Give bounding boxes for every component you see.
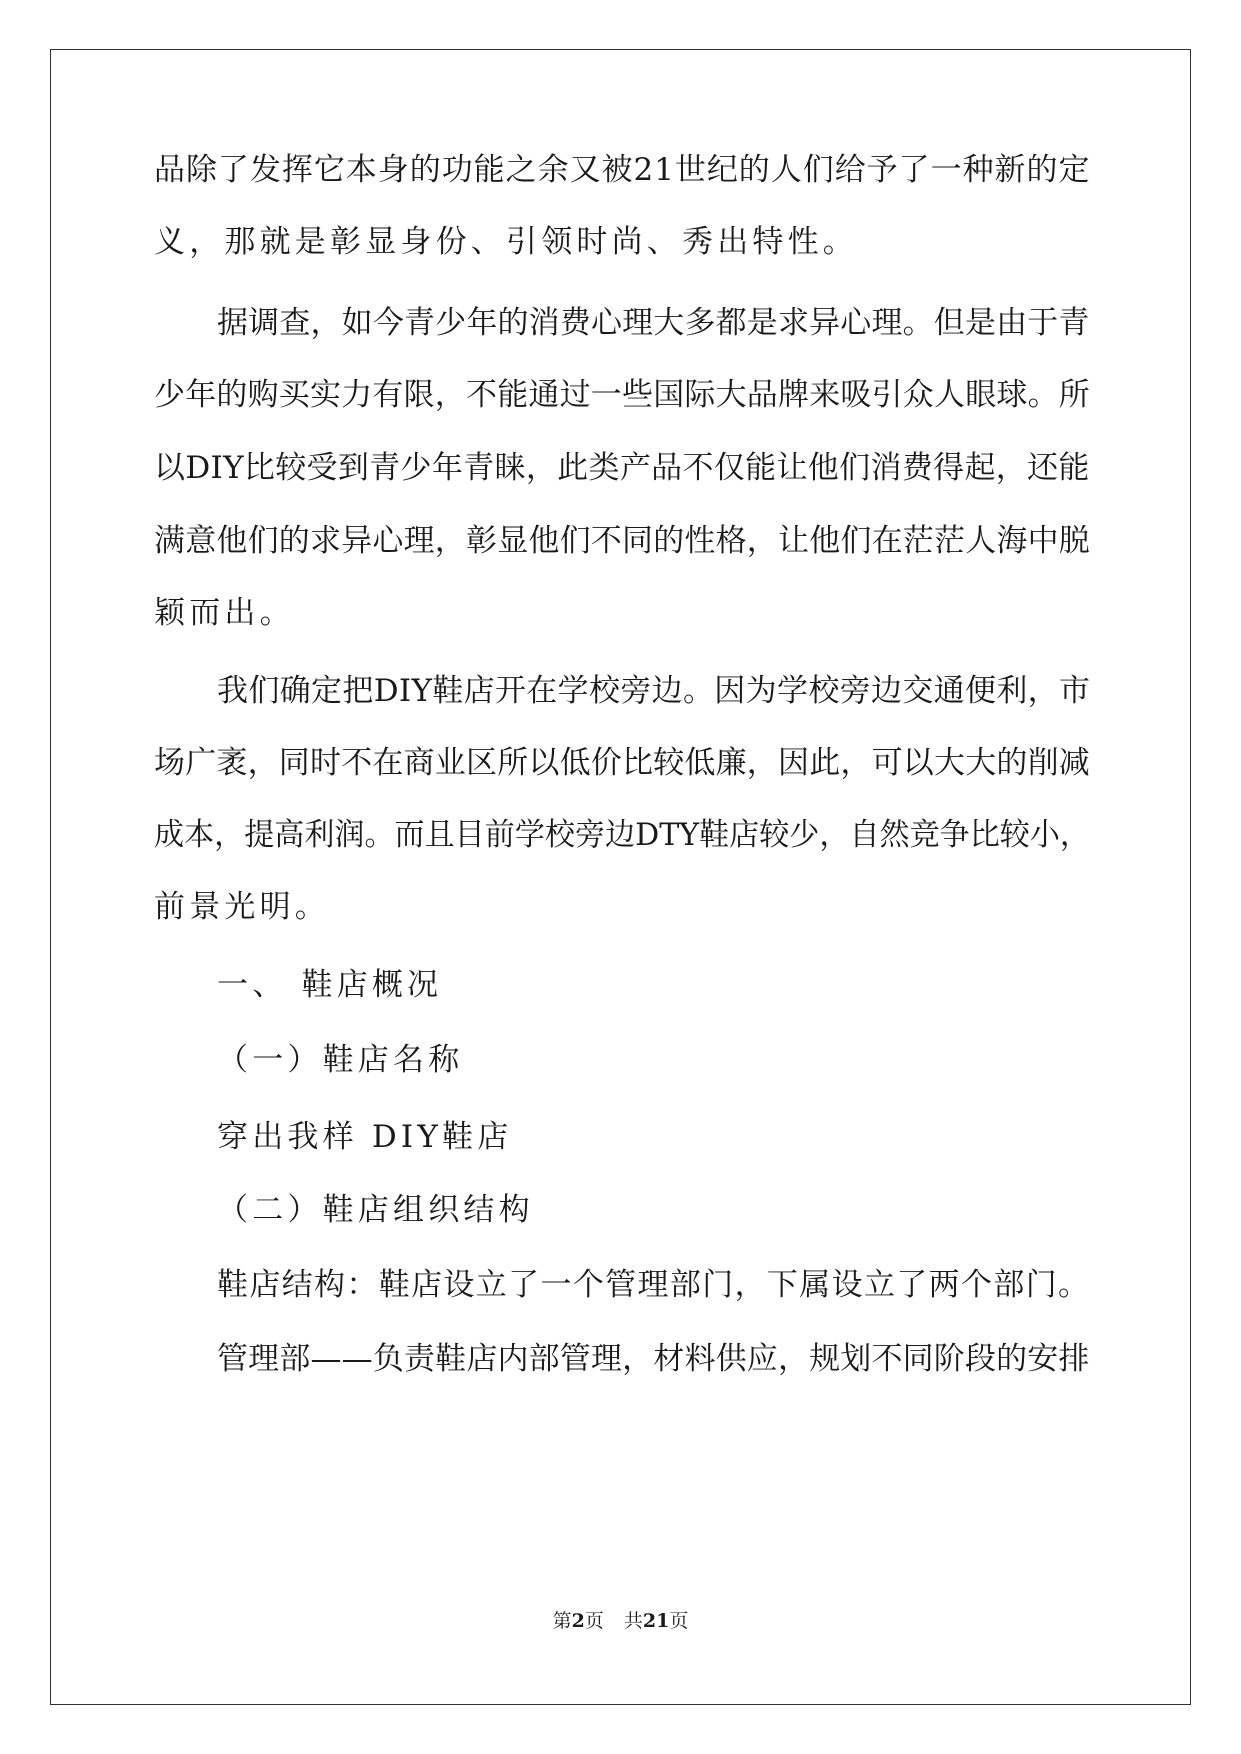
text-line: 场广袤，同时不在商业区所以低价比较低廉，因此，可以大大的削减 xyxy=(154,745,1090,781)
page-prefix: 第 xyxy=(552,1610,572,1632)
page-footer xyxy=(0,1609,1241,1633)
paragraph-start: 据调查，如今青少年的消费心理大多都是求异心理。但是由于青 xyxy=(217,305,1090,341)
subsection-heading: （一）鞋店名称 xyxy=(217,1042,464,1078)
page-suffix: 页 xyxy=(584,1610,604,1632)
section-heading: 一、 鞋店概况 xyxy=(217,967,443,1003)
total-prefix: 共 xyxy=(623,1610,643,1632)
page-current: 2 xyxy=(571,1610,585,1632)
text-line: 前景光明。 xyxy=(154,889,330,925)
page-border xyxy=(50,49,1191,1705)
paragraph-start: 我们确定把DIY鞋店开在学校旁边。因为学校旁边交通便利，市 xyxy=(217,673,1091,709)
text-line: 品除了发挥它本身的功能之余又被21世纪的人们给予了一种新的定 xyxy=(154,152,1091,188)
subsection-heading: （二）鞋店组织结构 xyxy=(217,1192,534,1228)
text-line: 颖而出。 xyxy=(154,595,295,631)
text-line: 义，那就是彰显身份、引领时尚、秀出特性。 xyxy=(154,224,858,260)
text-line: 满意他们的求异心理，彰显他们不同的性格，让他们在茫茫人海中脱 xyxy=(154,523,1090,559)
text-line: 管理部——负责鞋店内部管理，材料供应，规划不同阶段的安排 xyxy=(217,1341,1090,1377)
page-total: 21 xyxy=(642,1610,670,1632)
total-suffix: 页 xyxy=(669,1610,689,1632)
text-line: 以DIY比较受到青少年青睐，此类产品不仅能让他们消费得起，还能 xyxy=(154,450,1090,486)
shop-name: 穿出我样 DIY鞋店 xyxy=(217,1119,513,1155)
text-line: 成本，提高利润。而且目前学校旁边DTY鞋店较少，自然竞争比较小， xyxy=(154,817,1090,853)
text-line: 少年的购买实力有限，不能通过一些国际大品牌来吸引众人眼球。所 xyxy=(154,377,1090,413)
text-line: 鞋店结构：鞋店设立了一个管理部门，下属设立了两个部门。 xyxy=(217,1267,1091,1303)
